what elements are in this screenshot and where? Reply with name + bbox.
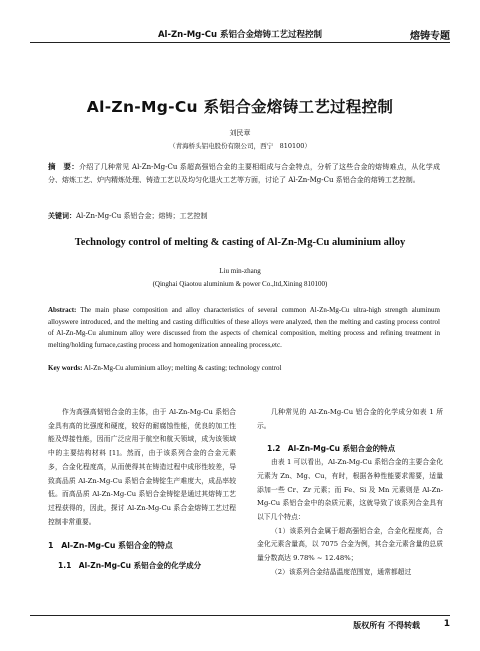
running-title: Al-Zn-Mg-Cu 系铝合金熔铸工艺过程控制 (157, 30, 323, 40)
footer-rule (30, 615, 450, 616)
abstract-en-text: The main phase composition and alloy characteristics of several common Al-Zn-Mg-Cu ultra-high strength aluminum alloyswere introduced, and the melting and casting difficulties of these alloys were analyzed, then the melting and casting process control of Al-Zn-Mg-Cu aluminum alloy were discussed from the aspects of chemical composition, melting process and refining treatment in melting/holding furnace,casting process and homogenization annealing process,etc. (48, 306, 440, 349)
header-rule (30, 42, 450, 43)
section-heading-1: 1 Al-Zn-Mg-Cu 系铝合金的特点 (48, 541, 173, 551)
right-paragraph-4: （2）该系列合金结晶温度范围宽，通常都超过 (271, 567, 412, 576)
body-right-column (257, 406, 443, 579)
abstract-cn (48, 160, 440, 187)
article-title-en: Technology control of melting & casting of Al-Zn-Mg-Cu aluminium alloy (74, 237, 406, 248)
keywords-cn-text: Al-Zn-Mg-Cu 系铝合金；熔铸；工艺控制 (76, 212, 208, 220)
page-number: 1 (443, 619, 450, 629)
abstract-en (48, 305, 440, 351)
section-heading-1-1: 1.1 Al-Zn-Mg-Cu 系铝合金的化学成分 (58, 561, 202, 571)
body-left-column (48, 406, 236, 573)
affiliation-cn: （青海桥头铝电股份有限公司，西宁 810100） (169, 142, 311, 150)
article-title-cn: Al-Zn-Mg-Cu 系铝合金熔铸工艺过程控制 (86, 98, 394, 116)
keywords-cn-label: 关键词： (48, 212, 76, 220)
keywords-en-text: Al-Zn-Mg-Cu aluminium alloy; melting & casting; technology control (82, 364, 282, 372)
section-tag: 熔铸专题 (410, 31, 450, 42)
keywords-en-label: Key words: (48, 364, 83, 372)
author-cn: 刘民章 (229, 129, 251, 137)
abstract-en-label: Abstract: (48, 306, 77, 314)
author-en: Liu min-zhang (219, 267, 261, 275)
affiliation-en: (Qinghai Qiaotou aluminium & power Co.,ltd,Xining 810100) (152, 280, 328, 288)
keywords-en (48, 364, 440, 372)
keywords-cn (48, 211, 440, 221)
right-paragraph-1: 几种常见的 Al-Zn-Mg-Cu 铝合金的化学成分如表 1 所示。 (257, 408, 443, 430)
footer-rights: 版权所有 不得转载 (353, 621, 420, 630)
section-heading-1-2: 1.2 Al-Zn-Mg-Cu 系铝合金的特点 (267, 444, 396, 454)
intro-paragraph: 作为高强高韧铝合金的主体，由于 Al-Zn-Mg-Cu 系铝合金具有高的比强度和硬度，较好的耐腐蚀性能，优良的加工性能及焊接性能，因而广泛应用于航空和航天领域，成为该领域中的主要结构材料 [1]。然而，由于该系列合金的合金元素多，合金化程度高，从而使得其在铸造过程中成形性较差，导致高品质 Al-Zn-Mg-Cu 系铝合金铸锭生产难度大，成品率较低。而高品质 Al-Zn-Mg-Cu 系铝合金铸锭是通过其熔铸工艺过程获得的，因此，探讨 Al-Zn-Mg-Cu 系合金熔铸工艺过程控制非常重要。 (48, 408, 236, 526)
right-paragraph-3: （1）该系列合金属于超高强铝合金，合金化程度高，合金化元素含量高，以 7075 合金为例，其合金元素含量的总质量分数高达 9.78% ~ 12.48%； (257, 526, 443, 563)
abstract-cn-label: 摘 要： (48, 162, 79, 171)
right-paragraph-2: 由表 1 可以看出，Al-Zn-Mg-Cu 系铝合金的主要合金化元素为 Zn、Mg、Cu，有时，根据各种性能要求需要，适量添加一些 Cr、Zr 元素；而 Fe、Si 及 Mn 元素则是 Al-Zn-Mg-Cu 系铝合金中的杂质元素，这就导致了该系列合金具有以下几个特点： (257, 458, 443, 521)
abstract-cn-text: 介绍了几种常见 Al-Zn-Mg-Cu 系超高强铝合金的主要相组成与合金特点，分析了这些合金的熔铸难点，从化学成分、熔炼工艺、炉内精炼处理、铸造工艺以及均匀化退火工艺等方面，讨论了 Al-Zn-Mg-Cu 系铝合金的熔铸工艺控制。 (48, 163, 441, 184)
